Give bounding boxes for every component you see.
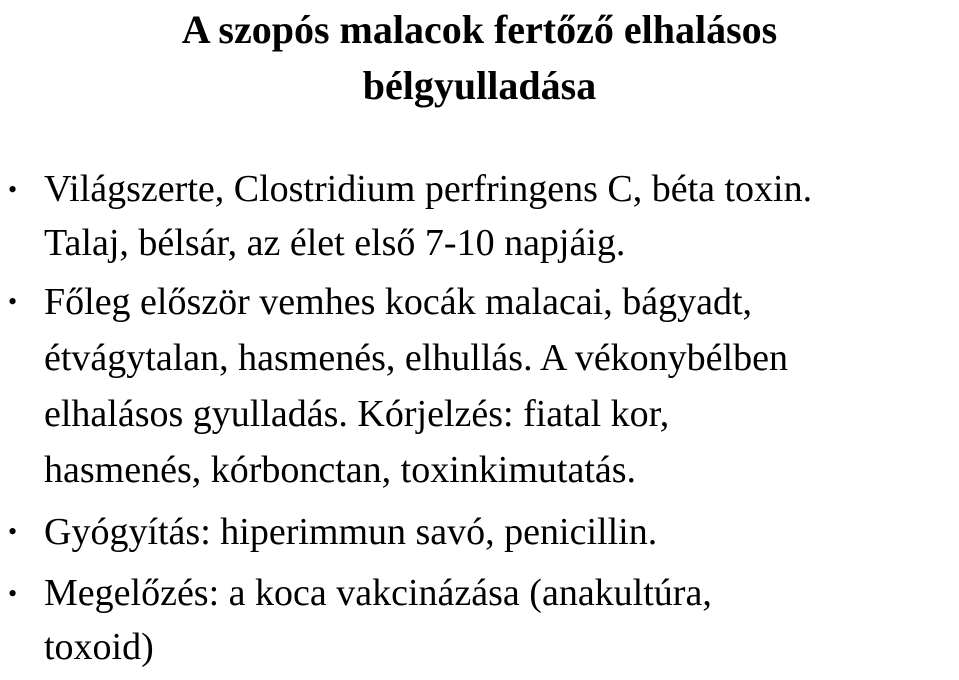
bullet-1-line-1: Világszerte, Clostridium perfringens C, béta toxin.: [44, 168, 813, 210]
title-line-1: A szopós malacok fertőző elhalásos: [181, 7, 778, 52]
title-line-2: bélgyulladása: [362, 63, 597, 108]
slide-title: [0, 2, 959, 114]
bullet-marker: •: [8, 175, 18, 204]
bullet-1-line-2: Talaj, bélsár, az élet első 7-10 napjáig.: [44, 222, 626, 264]
bullet-item-4: [0, 566, 959, 674]
bullet-list: [0, 162, 959, 674]
bullet-2-line-4: hasmenés, kórbonctan, toxinkimutatás.: [44, 449, 637, 491]
bullet-2-line-1: Főleg először vemhes kocák malacai, bágyadt,: [44, 281, 753, 323]
bullet-marker: •: [8, 287, 18, 316]
bullet-3-line-1: Gyógyítás: hiperimmun savó, penicillin.: [44, 511, 658, 553]
bullet-item-2: [0, 274, 959, 498]
bullet-2-line-2: étvágytalan, hasmenés, elhullás. A vékonybélben: [44, 337, 788, 379]
bullet-item-3: [0, 504, 959, 560]
bullet-4-line-1: Megelőzés: a koca vakcinázása (anakultúra,: [44, 572, 712, 614]
bullet-item-1: [0, 162, 959, 270]
bullet-2-line-3: elhalásos gyulladás. Kórjelzés: fiatal kor,: [44, 393, 670, 435]
bullet-marker: •: [8, 579, 18, 608]
bullet-4-line-2: toxoid): [44, 626, 154, 668]
bullet-marker: •: [8, 517, 18, 546]
